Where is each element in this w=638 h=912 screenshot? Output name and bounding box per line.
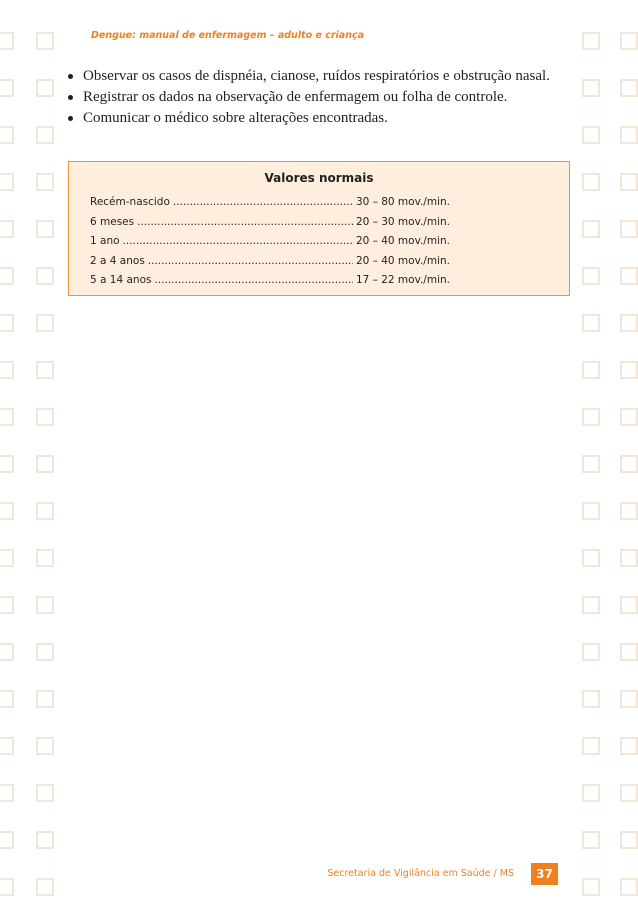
decorative-square	[582, 267, 600, 285]
decorative-square	[620, 314, 638, 332]
decorative-square	[36, 878, 54, 896]
table-row	[90, 213, 450, 233]
decorative-square	[620, 455, 638, 473]
row-label: 2 a 4 anos	[90, 254, 145, 267]
decorative-square	[36, 831, 54, 849]
decorative-square	[0, 596, 14, 614]
decorative-square	[36, 361, 54, 379]
dot-leader	[123, 232, 353, 252]
decorative-square	[0, 878, 14, 896]
list-item	[66, 87, 586, 108]
decorative-square	[0, 32, 14, 50]
running-header: Dengue: manual de enfermagem – adulto e criança	[91, 30, 364, 41]
decorative-square	[0, 126, 14, 144]
bullet-text: Observar os casos de dispnéia, cianose, ruídos respiratórios e obstrução nasal.	[83, 68, 550, 84]
values-table	[90, 193, 450, 291]
bullet-icon	[68, 116, 73, 121]
normal-values-box	[68, 161, 570, 296]
dot-leader	[154, 271, 352, 291]
decorative-square	[0, 173, 14, 191]
decorative-square	[0, 408, 14, 426]
decorative-square	[620, 220, 638, 238]
decorative-square	[36, 690, 54, 708]
decorative-square	[36, 79, 54, 97]
decorative-square	[620, 173, 638, 191]
bullet-text: Comunicar o médico sobre alterações encontradas.	[83, 110, 388, 126]
table-row	[90, 271, 450, 291]
decorative-square	[620, 596, 638, 614]
decorative-square	[0, 267, 14, 285]
decorative-square	[0, 314, 14, 332]
decorative-square	[36, 549, 54, 567]
decorative-square	[0, 643, 14, 661]
decorative-square	[620, 643, 638, 661]
decorative-square	[582, 831, 600, 849]
decorative-square	[582, 173, 600, 191]
dot-leader	[137, 213, 353, 233]
row-value: 17 – 22 mov./min.	[355, 274, 450, 286]
decorative-square	[620, 79, 638, 97]
bullet-list	[66, 66, 586, 129]
decorative-square	[620, 126, 638, 144]
decorative-square	[620, 784, 638, 802]
decorative-square	[582, 596, 600, 614]
decorative-square	[582, 32, 600, 50]
decorative-square	[36, 32, 54, 50]
decorative-square	[0, 502, 14, 520]
dot-leader	[148, 252, 353, 272]
decorative-square	[620, 502, 638, 520]
decorative-square	[36, 502, 54, 520]
page-number: 37	[531, 863, 558, 885]
decorative-square	[582, 549, 600, 567]
footer-publisher: Secretaria de Vigilância em Saúde / MS	[327, 868, 514, 879]
decorative-square	[620, 690, 638, 708]
decorative-square	[0, 737, 14, 755]
decorative-square	[582, 643, 600, 661]
decorative-square	[0, 784, 14, 802]
decorative-square	[36, 737, 54, 755]
row-label: 6 meses	[90, 215, 135, 228]
decorative-square	[0, 831, 14, 849]
row-value: 30 – 80 mov./min.	[355, 196, 450, 208]
decorative-square	[0, 455, 14, 473]
box-title: Valores normais	[264, 171, 374, 185]
table-row	[90, 252, 450, 272]
decorative-square	[36, 126, 54, 144]
decorative-square	[582, 361, 600, 379]
right-margin-pattern	[578, 0, 638, 912]
decorative-square	[36, 784, 54, 802]
bullet-icon	[68, 95, 73, 100]
decorative-square	[620, 408, 638, 426]
decorative-square	[36, 173, 54, 191]
decorative-square	[36, 220, 54, 238]
decorative-square	[36, 267, 54, 285]
decorative-square	[36, 408, 54, 426]
dot-leader	[173, 193, 353, 213]
table-row	[90, 232, 450, 252]
row-value: 20 – 30 mov./min.	[355, 215, 450, 228]
table-row	[90, 193, 450, 213]
decorative-square	[620, 878, 638, 896]
list-item	[66, 66, 586, 87]
decorative-square	[36, 314, 54, 332]
decorative-square	[0, 690, 14, 708]
decorative-square	[582, 737, 600, 755]
bullet-text: Registrar os dados na observação de enfermagem ou folha de controle.	[83, 89, 508, 105]
decorative-square	[0, 220, 14, 238]
decorative-square	[620, 549, 638, 567]
decorative-square	[36, 455, 54, 473]
decorative-square	[620, 361, 638, 379]
row-label: Recém-nascido	[90, 196, 170, 208]
decorative-square	[620, 32, 638, 50]
row-label: 5 a 14 anos	[90, 274, 152, 286]
decorative-square	[582, 314, 600, 332]
decorative-square	[582, 408, 600, 426]
decorative-square	[582, 220, 600, 238]
decorative-square	[582, 690, 600, 708]
decorative-square	[620, 267, 638, 285]
row-value: 20 – 40 mov./min.	[355, 254, 450, 267]
decorative-square	[36, 596, 54, 614]
decorative-square	[0, 79, 14, 97]
decorative-square	[582, 455, 600, 473]
decorative-square	[36, 643, 54, 661]
decorative-square	[0, 361, 14, 379]
row-label: 1 ano	[90, 235, 120, 247]
list-item	[66, 108, 586, 129]
decorative-square	[0, 549, 14, 567]
row-value: 20 – 40 mov./min.	[355, 235, 450, 247]
left-margin-pattern	[0, 0, 60, 912]
bullet-icon	[68, 74, 73, 79]
decorative-square	[582, 502, 600, 520]
decorative-square	[620, 737, 638, 755]
decorative-square	[582, 878, 600, 896]
decorative-square	[620, 831, 638, 849]
decorative-square	[582, 784, 600, 802]
